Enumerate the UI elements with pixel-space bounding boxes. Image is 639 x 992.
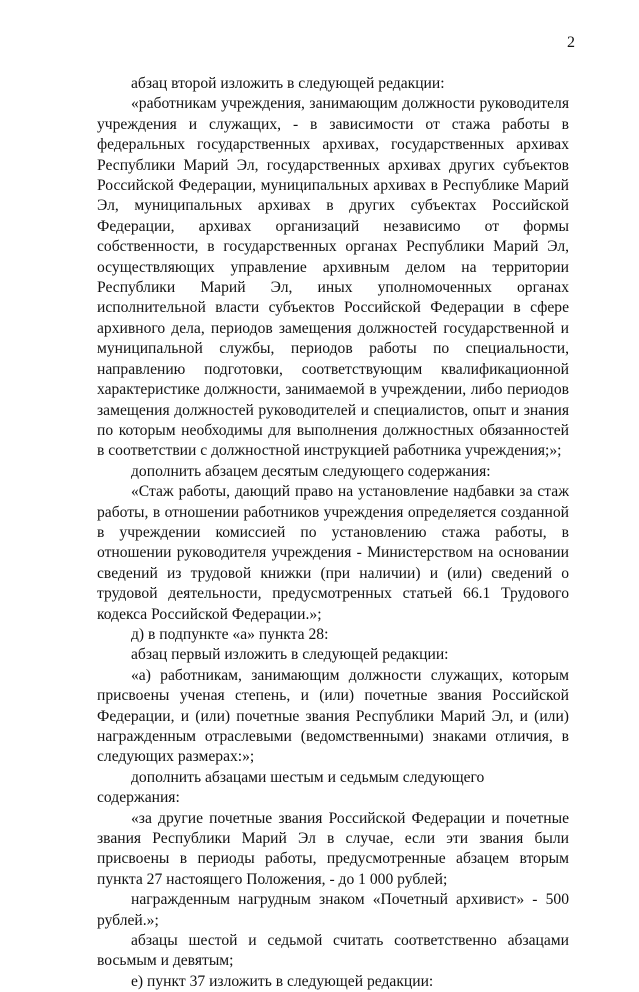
paragraph: абзац второй изложить в следующей редакции: xyxy=(131,75,445,92)
paragraph: «за другие почетные звания Российской Федерации и почетные звания Республики Марий Эл в случае, если эти звания были присвоены в периоды работы, предусмотренные абзацем вторым пункта 27 настоящего Положения, - до 1 000 рублей; xyxy=(97,809,569,888)
paragraph: абзац первый изложить в следующей редакции: xyxy=(131,646,449,664)
paragraph: «а) работникам, занимающим должности служащих, которым присвоены ученая степень, и (или) почетные звания Российской Федерации, и (или) почетные звания Республики Марий Эл, и (или) награжденным отраслевыми (ведомственными) знаками отличия, в следующих размерах:»; xyxy=(97,666,569,766)
paragraph: «Стаж работы, дающий право на установление надбавки за стаж работы, в отношении работников учреждения определяется созданной в учреждении комиссией по установлению стажа работы, в отношении руководителя учреждения - Министерством на основании сведений из трудовой книжки (при наличии) и (или) сведений о трудовой деятельности, предусмотренных статьей 66.1 Трудового кодекса Российской Федерации.»; xyxy=(97,483,569,623)
paragraph: «работникам учреждения, занимающим должности руководителя учреждения и служащих, - в зависимости от стажа работы в федеральных государственных архивах, государственных архивах Республики Марий Эл, государственных архивах других субъектов Российской Федерации, муниципальных архивах в Республике Марий Эл, муниципальных архивах в других субъектах Российской Федерации, архивах организаций независимо от формы собственности, в государственных органах Республики Марий Эл, осуществляющих управление архивным делом на территории Республики Марий Эл, иных уполномоченных органах исполнительной власти субъектов Российской Федерации в сфере архивного дела, периодов замещения должностей государственной и муниципальной службы, периодов работы по специальности, направлению подготовки, соответствующим квалификационной характеристике должности, занимаемой в учреждении, либо периодов замещения должностей руководителей и специалистов, опыт и знания по которым необходимы для выполнения должностных обязанностей в соответствии с должностной инструкцией работника учреждения;»; xyxy=(97,95,569,460)
paragraph: дополнить абзацем десятым следующего содержания: xyxy=(131,462,491,480)
paragraph: е) пункт 37 изложить в следующей редакции: xyxy=(131,972,434,990)
paragraph: награжденным нагрудным знаком «Почетный архивист» - 500 рублей.»; xyxy=(97,891,569,929)
paragraph: дополнить абзацами шестым и седьмым следующего содержания: xyxy=(97,768,485,807)
paragraph: д) в подпункте «а» пункта 28: xyxy=(131,625,329,643)
document-body xyxy=(97,74,569,992)
page-number: 2 xyxy=(567,34,575,51)
paragraph: абзацы шестой и седьмой считать соответственно абзацами восьмым и девятым; xyxy=(97,932,569,970)
